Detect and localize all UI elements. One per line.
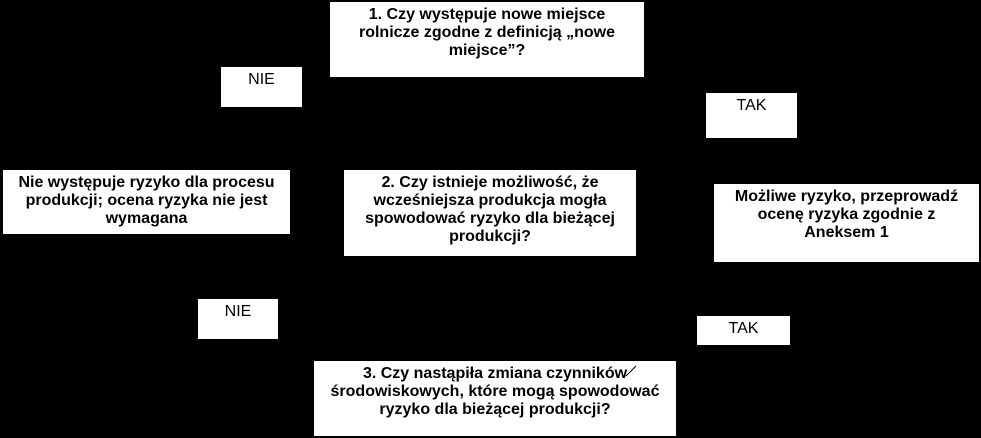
question-2-text: 2. Czy istnieje możliwość, że wcześniejsza produkcja mogła spowodować ryzyko dla bieżącej produkcji? (365, 174, 615, 245)
edge-label-q1-yes: TAK (706, 93, 797, 138)
question-3-text: 3. Czy nastąpiła zmiana czynników środowiskowych, które mogą spowodować ryzyko dla bieżącej produkcji? (330, 365, 660, 418)
edge-label-q1-no: NIE (221, 67, 302, 107)
outcome-possible-risk-text: Możliwe ryzyko, przeprowadź ocenę ryzyka zgodnie z Aneksem 1 (734, 188, 959, 241)
edge-label-q3-yes: TAK (697, 316, 790, 345)
edge-label-q2-no: NIE (198, 299, 278, 339)
question-1-text: 1. Czy występuje nowe miejsce rolnicze zgodne z definicją „nowe miejsce”? (358, 6, 616, 59)
outcome-no-risk-text: Nie występuje ryzyko dla procesu produkcji; ocena ryzyka nie jest wymagana (18, 174, 275, 227)
connector-stub (626, 366, 636, 376)
